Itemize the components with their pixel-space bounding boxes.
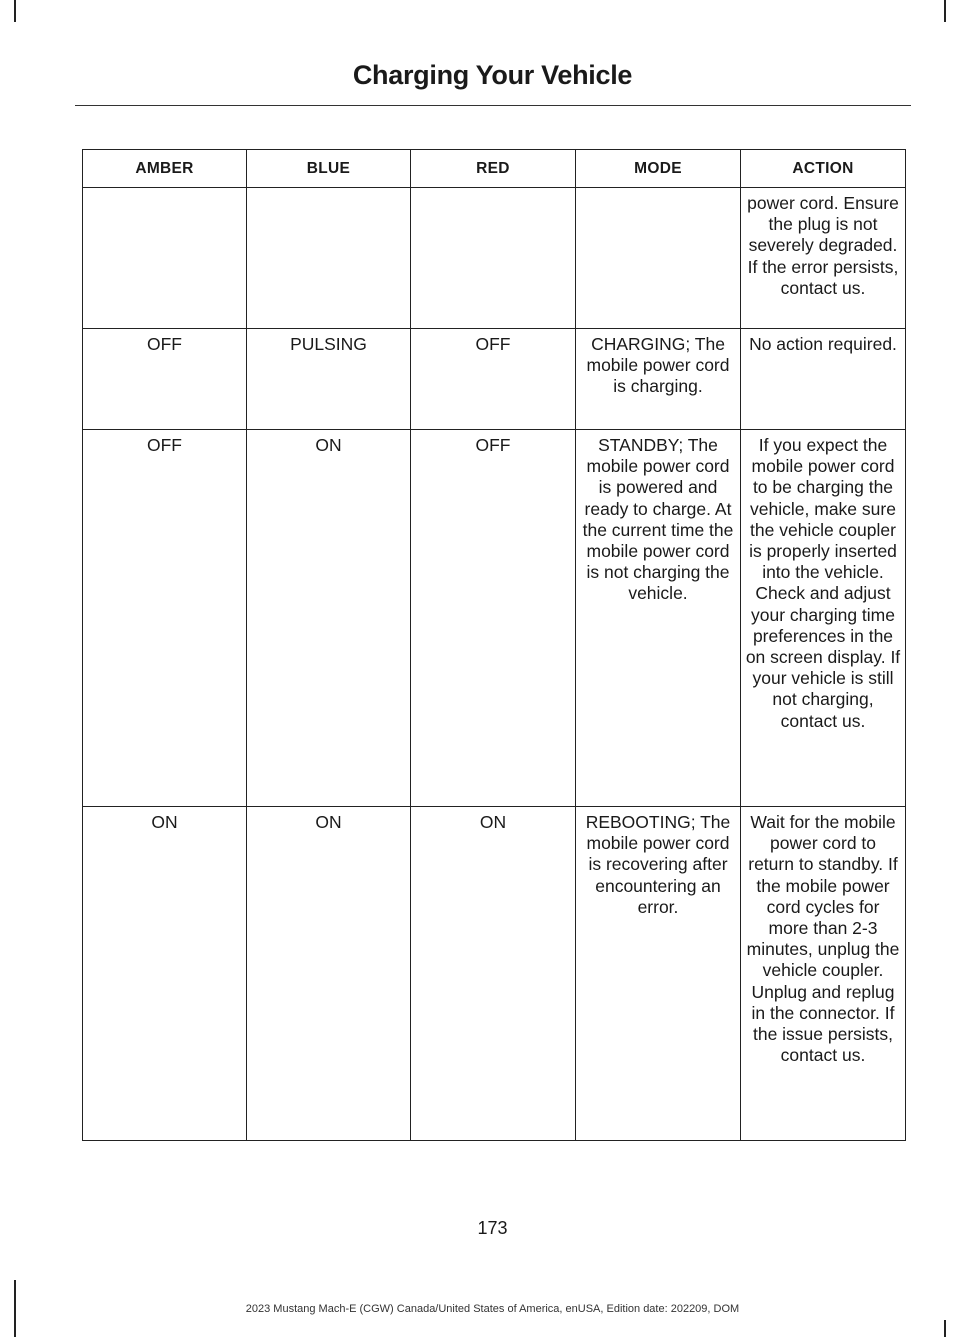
cell-red: ON	[411, 807, 576, 1141]
crop-mark-top-left	[14, 0, 16, 22]
column-header-blue: BLUE	[247, 150, 411, 188]
cell-blue	[247, 188, 411, 329]
cell-action: No action required.	[741, 329, 906, 430]
edition-footer: 2023 Mustang Mach-E (CGW) Canada/United States of America, enUSA, Edition date: 202209, DOM	[245, 1303, 740, 1315]
cell-red: OFF	[411, 430, 576, 807]
cell-red: OFF	[411, 329, 576, 430]
cell-amber: ON	[83, 807, 247, 1141]
cell-mode: STANDBY; The mobile power cord is powered and ready to charge. At the current time the mobile power cord is not charging the vehicle.	[576, 430, 741, 807]
cell-mode: CHARGING; The mobile power cord is charging.	[576, 329, 741, 430]
column-header-amber: AMBER	[83, 150, 247, 188]
cell-action: If you expect the mobile power cord to be charging the vehicle, make sure the vehicle coupler is properly inserted into the vehicle. Check and adjust your charging time preferences in the on screen display. If your vehicle is still not charging, contact us.	[741, 430, 906, 807]
table-row	[83, 430, 906, 807]
table-row	[83, 329, 906, 430]
column-header-red: RED	[411, 150, 576, 188]
crop-mark-top-right	[944, 0, 946, 22]
page-title: Charging Your Vehicle	[352, 60, 633, 90]
column-header-action: ACTION	[741, 150, 906, 188]
cell-mode	[576, 188, 741, 329]
cell-blue: ON	[247, 430, 411, 807]
table-row	[83, 188, 906, 329]
cell-amber: OFF	[83, 430, 247, 807]
cell-action: power cord. Ensure the plug is not severely degraded. If the error persists, contact us.	[741, 188, 906, 329]
cell-blue: ON	[247, 807, 411, 1141]
table-row	[83, 807, 906, 1141]
cell-amber	[83, 188, 247, 329]
table-header-row	[83, 150, 906, 188]
cell-mode: REBOOTING; The mobile power cord is recovering after encountering an error.	[576, 807, 741, 1141]
cell-action: Wait for the mobile power cord to return to standby. If the mobile power cord cycles for more than 2-3 minutes, unplug the vehicle coupler. Unplug and replug in the connector. If the issue persists, contact us.	[741, 807, 906, 1141]
cell-amber: OFF	[83, 329, 247, 430]
column-header-mode: MODE	[576, 150, 741, 188]
cell-blue: PULSING	[247, 329, 411, 430]
cell-red	[411, 188, 576, 329]
page-number: 173	[477, 1218, 508, 1238]
charging-status-table	[82, 149, 906, 1141]
crop-mark-bottom-right	[944, 1320, 946, 1337]
title-divider	[75, 105, 911, 106]
